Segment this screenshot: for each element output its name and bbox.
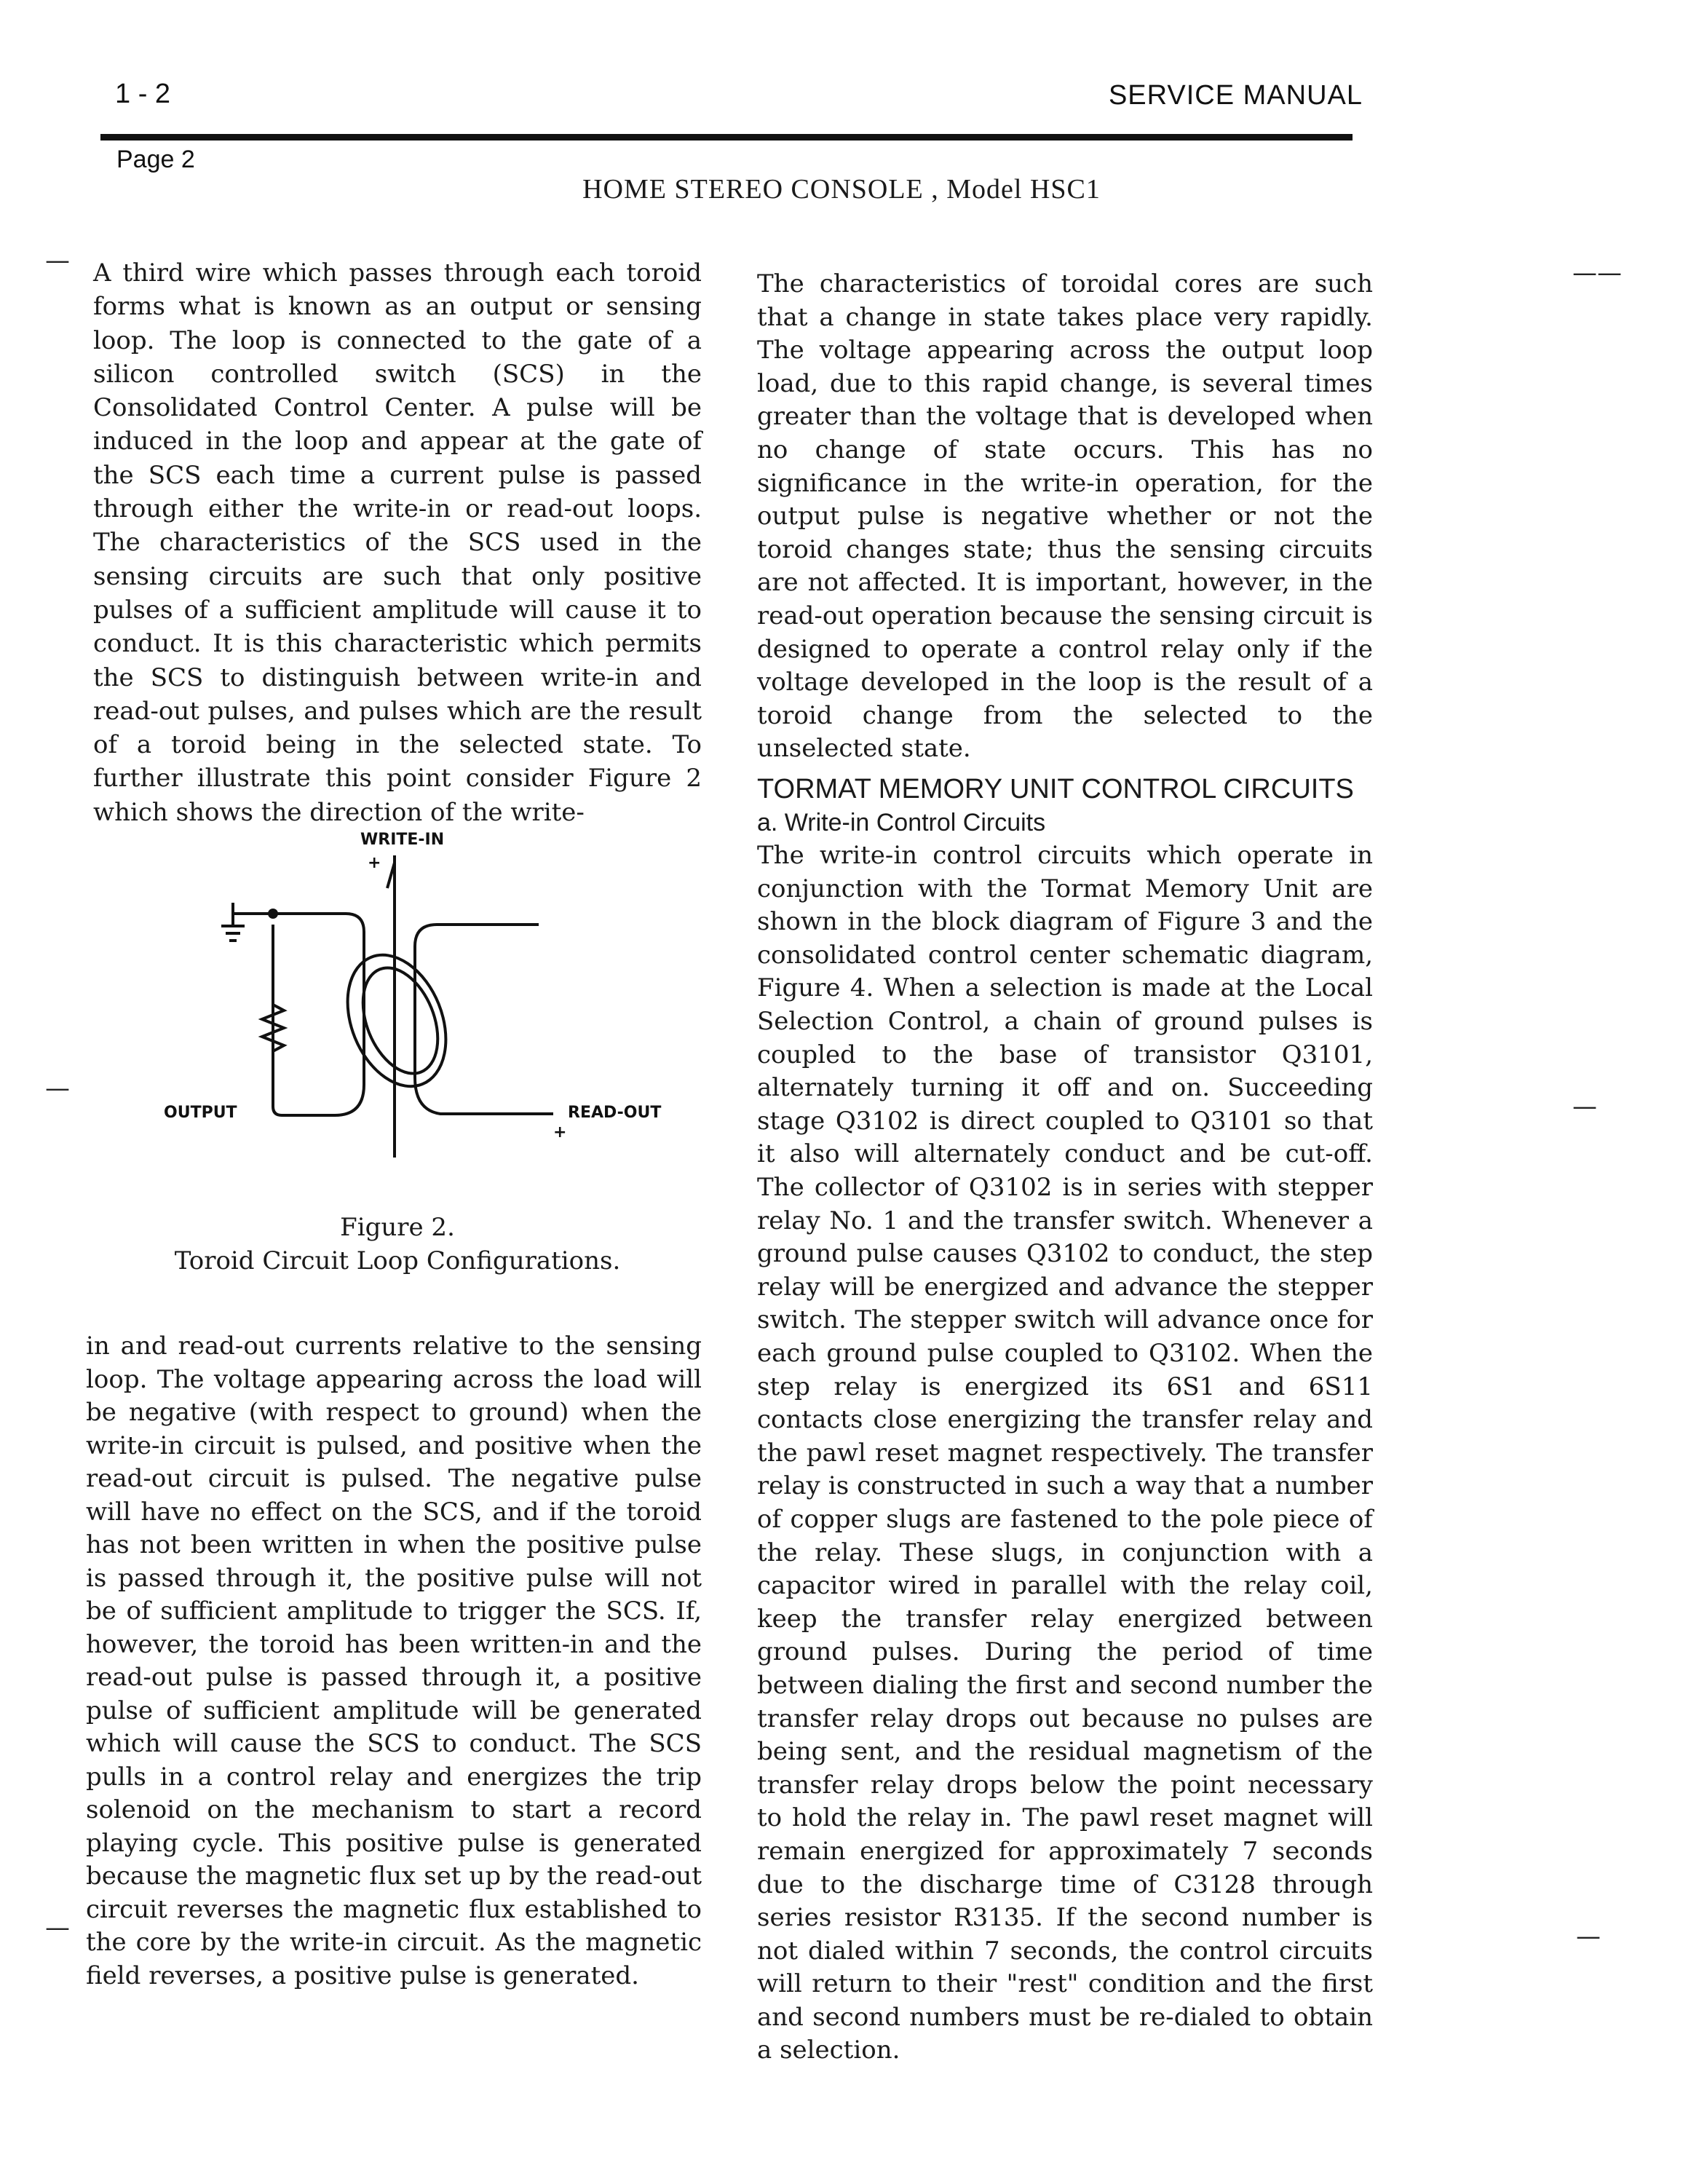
figure-label-output: OUTPUT (164, 1104, 237, 1122)
right-column (757, 268, 1373, 2068)
left-column-bottom (86, 1330, 702, 1993)
page-label: Page 2 (116, 146, 195, 173)
left-column-top (93, 256, 702, 829)
section-heading: TORMAT MEMORY UNIT CONTROL CIRCUITS (757, 773, 1354, 804)
figure-plus-read-out: + (553, 1123, 567, 1142)
paragraph-toroidal-cores: The characteristics of toroidal cores are such that a change in state takes place very rapidly. The voltage appearing across the output loop load, due to this rapid change, is several times greater than the voltage that is developed when no change of state occurs. This has no significance in the write-in operation, for the output pulse is negative whether or not the toroid changes state; thus the sensing circuits are not affected. It is important, however, in the read-out operation because the sensing circuit is designed to operate a control relay only if the voltage developed in the loop is the result of a toroid change from the selected to the unselected state. (757, 269, 1373, 764)
manual-label: SERVICE MANUAL (1108, 80, 1363, 111)
margin-mark: — (45, 246, 70, 275)
figure-caption-title: Toroid Circuit Loop Configurations. (174, 1246, 621, 1275)
margin-mark: —— (1572, 258, 1622, 288)
page-number: 1 - 2 (115, 79, 171, 109)
page-title: HOME STEREO CONSOLE , Model HSC1 (582, 174, 1101, 205)
figure-plus-write-in: + (368, 854, 381, 872)
toroid-loop-diagram (146, 823, 699, 1187)
figure-label-read-out: READ-OUT (568, 1104, 662, 1122)
margin-mark: — (1572, 1092, 1597, 1121)
margin-mark: — (45, 1913, 70, 1942)
margin-mark: — (1576, 1922, 1601, 1951)
header-rule (100, 134, 1353, 141)
paragraph-write-in-circuits: The write-in control circuits which operate in conjunction with the Tormat Memory Unit are shown in the block diagram of Figure 3 and the consolidated control center schematic diagram, Figure 4. When a selection is made at the Local Selection Control, a chain of ground pulses is coupled to the base of transistor Q3101, alternately turning it off and on. Succeeding stage Q3102 is direct coupled to Q3101 so that it also will alternately conduct and be cut-off. The collector of Q3102 is in series with stepper relay No. 1 and the transfer switch. Whenever a ground pulse causes Q3102 to conduct, the step relay will be energized and advance the stepper switch. The stepper switch will advance once for each ground pulse coupled to Q3102. When the step relay is energized its 6S1 and 6S11 contacts close energizing the transfer relay and the pawl reset magnet respectively. The transfer relay is constructed in such a way that a number of copper slugs are fastened to the pole piece of the relay. These slugs, in conjunction with a capacitor wired in parallel with the relay coil, keep the transfer relay energized between ground pulses. During the period of time between dialing the first and second number the transfer relay drops out because no pulses are being sent, and the residual magnetism of the transfer relay drops below the point necessary to hold the relay in. The pawl reset magnet will remain energized for approximately 7 seconds due to the discharge time of C3128 through series resistor R3135. If the second number is not dialed within 7 seconds, the control circuits will return to their "rest" condition and the first and second numbers must be re-dialed to obtain a selection. (757, 841, 1373, 2065)
subheading: a. Write-in Control Circuits (757, 808, 1046, 836)
paragraph-sensing-loop: A third wire which passes through each toroid forms what is known as an output or sensing loop. The loop is connected to the gate of a silicon controlled switch (SCS) in the Consolidated Control Center. A pulse will be induced in the loop and appear at the gate of the SCS each time a current pulse is passed through either the write-in or read-out loops. The characteristics of the SCS used in the sensing circuits are such that only positive pulses of a sufficient amplitude will cause it to conduct. It is this characteristic which permits the SCS to distinguish between write-in and read-out pulses, and pulses which are the result of a toroid being in the selected state. To further illustrate this point consider Figure 2 which shows the direction of the write- (93, 258, 702, 827)
figure-label-write-in: WRITE-IN (360, 831, 445, 849)
paragraph-read-out-currents: in and read-out currents relative to the sensing loop. The voltage appearing across the load will be negative (with respect to ground) when the write-in circuit is pulsed, and positive when the read-out circuit is pulsed. The negative pulse will have no effect on the SCS, and if the toroid has not been written in when the positive pulse is passed through it, the positive pulse will not be of sufficient amplitude to trigger the SCS. If, however, the toroid has been written-in and the read-out pulse is passed through it, a positive pulse of sufficient amplitude will be generated which will cause the SCS to conduct. The SCS pulls in a control relay and energizes the trip solenoid on the mechanism to start a record playing cycle. This positive pulse is generated because the magnetic flux set up by the read-out circuit reverses the magnetic flux established to the core by the write-in circuit. As the magnetic field reverses, a positive pulse is generated. (86, 1332, 702, 1990)
figure-caption-number: Figure 2. (340, 1213, 455, 1242)
margin-mark: — (45, 1074, 70, 1103)
